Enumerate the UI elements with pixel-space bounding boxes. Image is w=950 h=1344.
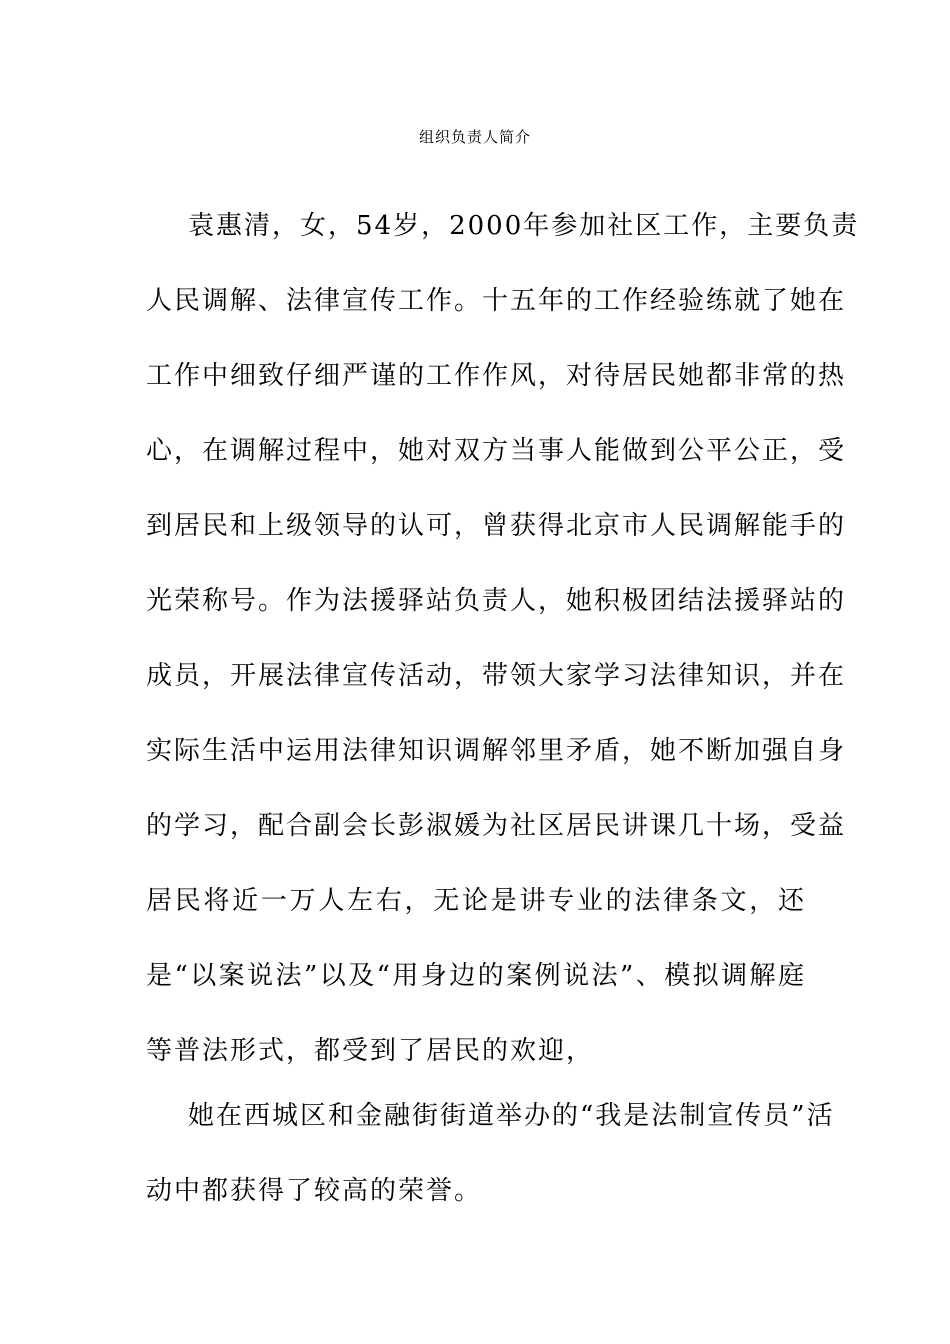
paragraph-1-line-2: 人民调解、法律宣传工作。十五年的工作经验练就了她在 (146, 286, 847, 316)
paragraph-1-line-5: 到居民和上级领导的认可，曾获得北京市人民调解能手的 (146, 511, 847, 541)
paragraph-2-line-2: 动中都获得了较高的荣誉。 (146, 1176, 483, 1206)
document-title: 组织负责人简介 (418, 128, 531, 146)
paragraph-1-line-8: 实际生活中运用法律知识调解邻里矛盾，她不断加强自身 (146, 736, 847, 766)
paragraph-1-line-10: 居民将近一万人左右，无论是讲专业的法律条文，还 (146, 886, 806, 916)
paragraph-1-line-7: 成员，开展法律宣传活动，带领大家学习法律知识，并在 (146, 661, 847, 691)
paragraph-1-line-11: 是“以案说法”以及“用身边的案例说法”、模拟调解庭 (146, 961, 806, 991)
paragraph-2-line-1: 她在西城区和金融街街道举办的“我是法制宣传员”活 (188, 1101, 835, 1131)
paragraph-1-line-6: 光荣称号。作为法援驿站负责人，她积极团结法援驿站的 (146, 586, 847, 616)
paragraph-1-line-3: 工作中细致仔细严谨的工作作风，对待居民她都非常的热 (146, 361, 847, 391)
paragraph-1-line-9: 的学习，配合副会长彭淑媛为社区居民讲课几十场，受益 (146, 811, 847, 841)
paragraph-1-line-4: 心，在调解过程中，她对双方当事人能做到公平公正，受 (146, 436, 847, 466)
paragraph-1-line-1: 袁惠清，女，54岁，2000年参加社区工作，主要负责 (188, 211, 860, 241)
paragraph-1-line-12: 等普法形式，都受到了居民的欢迎， (146, 1036, 595, 1066)
